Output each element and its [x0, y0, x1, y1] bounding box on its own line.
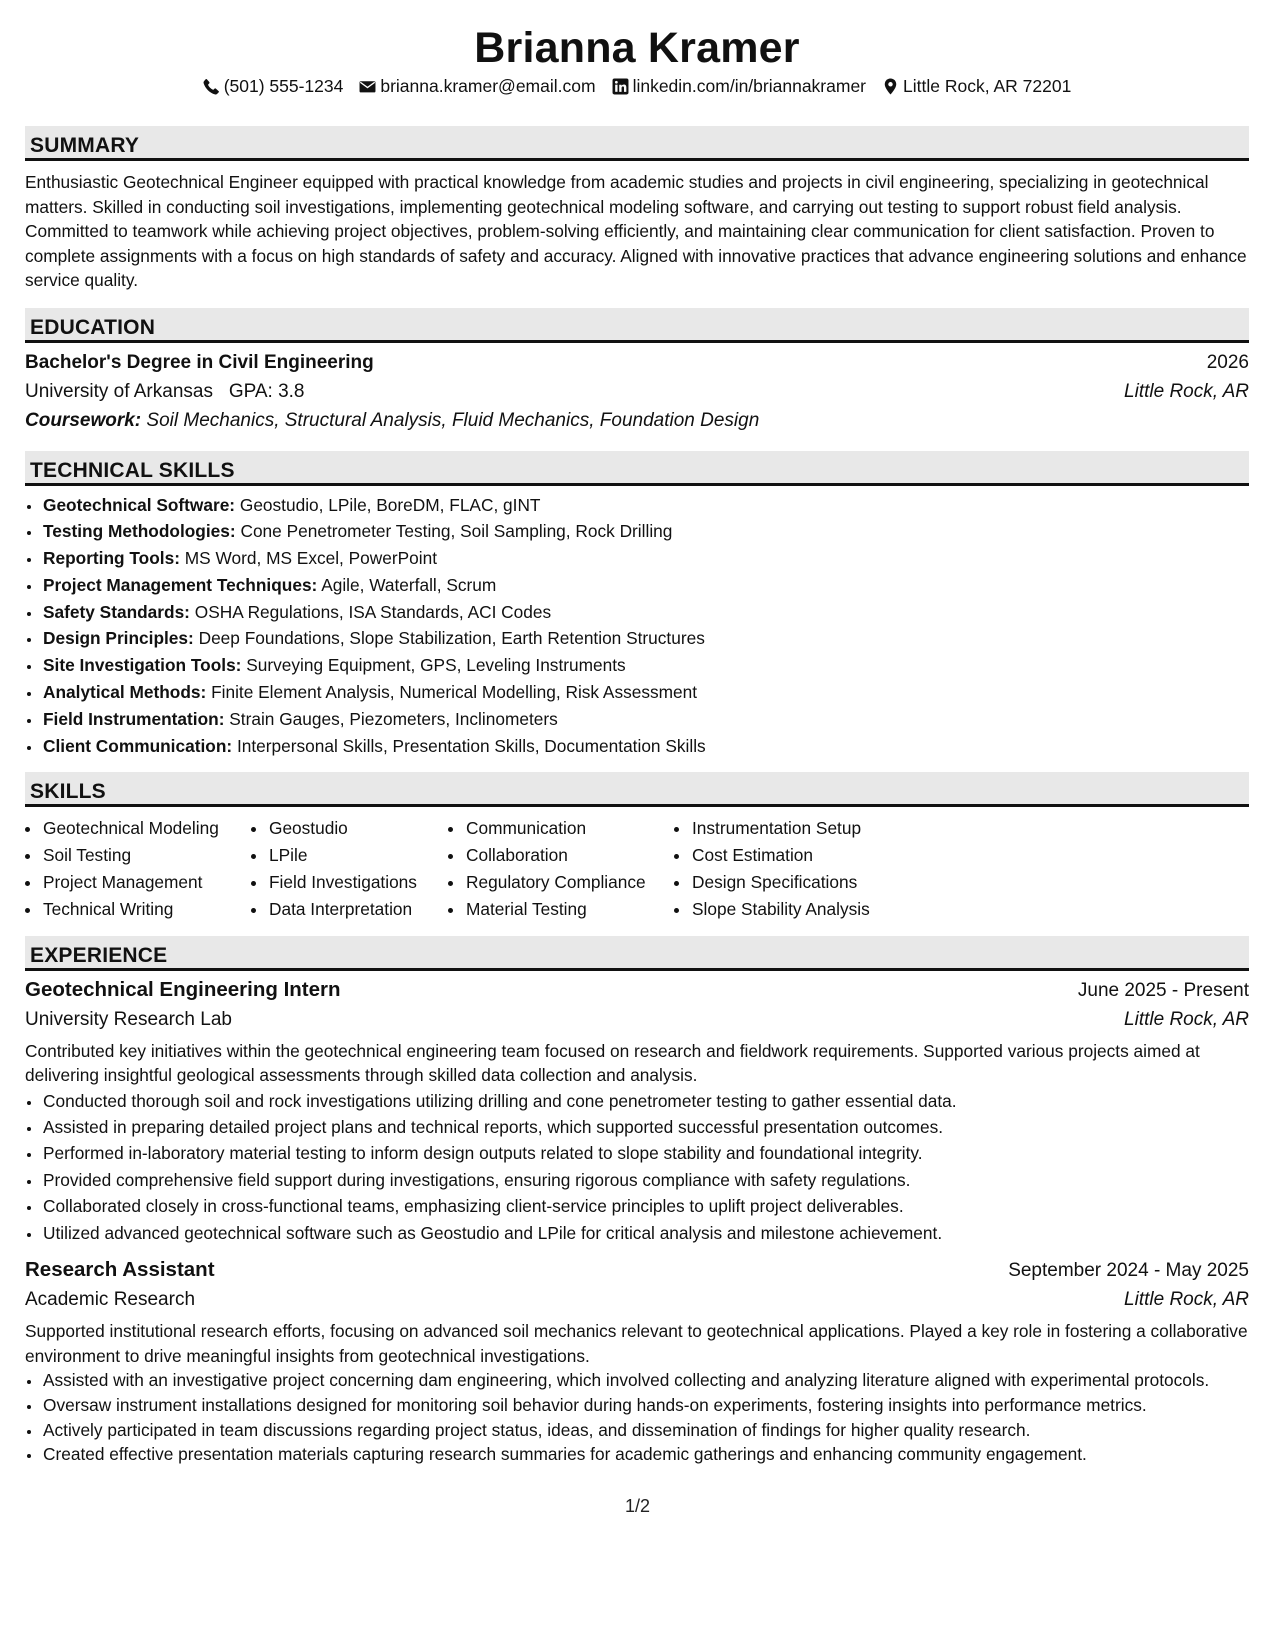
- skill-item: • Data Interpretation: [268, 896, 448, 923]
- contact-location: [882, 75, 1071, 97]
- job-bullet: • Collaborated closely in cross-functional teams, emphasizing client-service principles to uplift project deliverables.: [42, 1193, 1249, 1219]
- coursework-label: Coursework:: [25, 409, 142, 431]
- job-bullet: • Conducted thorough soil and rock investigations utilizing drilling and cone penetrometer testing to gather essential data.: [42, 1088, 1249, 1114]
- job-header: [25, 975, 1249, 1005]
- technical-skill-value: Surveying Equipment, GPS, Leveling Instruments: [246, 655, 626, 676]
- skill-item: • Geostudio: [268, 815, 448, 842]
- skill-item: • Soil Testing: [42, 842, 251, 869]
- skills-column: [251, 815, 448, 922]
- coursework: [25, 406, 1249, 435]
- job-bullet: • Utilized advanced geotechnical software such as Geostudio and LPile for critical analysis and milestone achievement.: [42, 1220, 1249, 1246]
- technical-skill-item: [42, 733, 1249, 760]
- technical-skill-value: Agile, Waterfall, Scrum: [321, 574, 497, 595]
- skill-item: • Communication: [465, 815, 674, 842]
- contact-linkedin: [612, 75, 866, 97]
- technical-skill-value: Deep Foundations, Slope Stabilization, Earth Retention Structures: [198, 628, 705, 649]
- job-bullet: • Oversaw instrument installations designed for monitoring soil behavior during hands-on experiments, fostering insights into performance metrics.: [42, 1393, 1249, 1418]
- skill-item: • Regulatory Compliance: [465, 869, 674, 896]
- linkedin-link[interactable]: linkedin.com/in/briannakramer: [632, 76, 867, 96]
- skill-item: • Geotechnical Modeling: [42, 815, 251, 842]
- job-bullet: • Performed in-laboratory material testing to inform design outputs related to slope stability and foundational integrity.: [42, 1140, 1249, 1166]
- job-bullet: • Assisted in preparing detailed project plans and technical reports, which supported successful presentation outcomes.: [42, 1114, 1249, 1140]
- job-subheader: [25, 1005, 1249, 1034]
- skill-item: • Material Testing: [465, 896, 674, 923]
- technical-skill-value: Cone Penetrometer Testing, Soil Sampling, Rock Drilling: [240, 521, 673, 542]
- technical-skill-label: Site Investigation Tools:: [43, 655, 242, 676]
- skills-heading: SKILLS: [25, 772, 1249, 807]
- skills-column: [674, 815, 904, 922]
- graduation-year: 2026: [1206, 351, 1249, 373]
- technical-skill-item: [42, 492, 1249, 519]
- skill-item: • Instrumentation Setup: [691, 815, 904, 842]
- technical-skill-value: MS Word, MS Excel, PowerPoint: [184, 548, 438, 569]
- summary-text: Enthusiastic Geotechnical Engineer equipped with practical knowledge from academic studies and projects in civil engineering, specializing in geotechnical matters. Skilled in conducting soil investigations, implementing geotechnical modeling software, and carrying out testing to support robust field analysis. Committed to teamwork while achieving project objectives, problem-solving efficiently, and maintaining clear communication for client satisfaction. Proven to complete assignments with a focus on high standards of safety and accuracy. Aligned with innovative practices that advance engineering solutions and enhance service quality.: [25, 172, 1247, 290]
- technical-skills-heading: TECHNICAL SKILLS: [25, 451, 1249, 486]
- contact-phone: [203, 75, 344, 97]
- job-bullets: [25, 1088, 1249, 1246]
- envelope-icon: [359, 78, 376, 95]
- job-bullet: • Created effective presentation materials capturing research summaries for academic gatherings and enhancing community engagement.: [42, 1442, 1249, 1467]
- job-title: Geotechnical Engineering Intern: [25, 977, 341, 1001]
- technical-skill-label: Reporting Tools:: [43, 548, 180, 569]
- coursework-list: Soil Mechanics, Structural Analysis, Fluid Mechanics, Foundation Design: [146, 409, 760, 431]
- job-bullet: • Provided comprehensive field support during investigations, ensuring rigorous compliance with safety regulations.: [42, 1167, 1249, 1193]
- job-description: Contributed key initiatives within the geotechnical engineering team focused on research and fieldwork requirements. Supported various projects aimed at delivering insightful geological assessments through skilled data collection and analysis.: [25, 1040, 1200, 1086]
- skill-item: • Project Management: [42, 869, 251, 896]
- education-row-2: [25, 377, 1249, 406]
- technical-skill-label: Geotechnical Software:: [43, 494, 236, 515]
- experience-heading: EXPERIENCE: [25, 936, 1249, 971]
- technical-skill-item: [42, 652, 1249, 679]
- linkedin-icon: [612, 78, 629, 95]
- skills-grid: [25, 815, 1249, 922]
- job-dates: September 2024 - May 2025: [1008, 1260, 1249, 1282]
- technical-skill-value: Interpersonal Skills, Presentation Skills, Documentation Skills: [236, 735, 706, 756]
- technical-skill-value: OSHA Regulations, ISA Standards, ACI Codes: [194, 601, 552, 622]
- technical-skill-item: [42, 518, 1249, 545]
- job-bullets: [25, 1368, 1249, 1467]
- contact-email: [359, 75, 595, 97]
- job-header: [25, 1255, 1249, 1285]
- technical-skill-label: Client Communication:: [43, 735, 233, 756]
- phone-icon: [203, 78, 220, 95]
- education-row-1: [25, 348, 1249, 377]
- phone-text: (501) 555-1234: [223, 76, 344, 96]
- job-subheader: [25, 1285, 1249, 1314]
- education-heading: EDUCATION: [25, 308, 1249, 343]
- job-title: Research Assistant: [25, 1258, 215, 1282]
- skill-item: • Slope Stability Analysis: [691, 896, 904, 923]
- school-location: Little Rock, AR: [1124, 380, 1249, 402]
- skill-item: • Technical Writing: [42, 896, 251, 923]
- technical-skill-item: [42, 625, 1249, 652]
- school-name: University of Arkansas: [25, 380, 213, 402]
- skill-item: • Field Investigations: [268, 869, 448, 896]
- technical-skill-item: [42, 706, 1249, 733]
- page-number: 1/2: [624, 1496, 651, 1516]
- technical-skill-label: Field Instrumentation:: [43, 708, 225, 729]
- education-entry: [25, 348, 1249, 435]
- map-marker-icon: [882, 78, 899, 95]
- job-organization: Academic Research: [25, 1289, 196, 1311]
- technical-skill-value: Finite Element Analysis, Numerical Modelling, Risk Assessment: [211, 682, 698, 703]
- job-location: Little Rock, AR: [1124, 1008, 1249, 1030]
- summary-heading: SUMMARY: [25, 126, 1249, 161]
- skills-column: [448, 815, 674, 922]
- contact-bar: [25, 75, 1249, 97]
- job-description: Supported institutional research efforts, focusing on advanced soil mechanics relevant to geotechnical applications. Played a key role in fostering a collaborative environment to drive meaningful insights from geotechnical investigations.: [25, 1321, 1248, 1366]
- skill-item: • Design Specifications: [691, 869, 904, 896]
- technical-skill-item: [42, 599, 1249, 626]
- school-info: [25, 377, 305, 406]
- skills-column: [25, 815, 251, 922]
- technical-skill-item: [42, 679, 1249, 706]
- skill-item: • LPile: [268, 842, 448, 869]
- technical-skill-label: Safety Standards:: [43, 601, 190, 622]
- technical-skill-label: Testing Methodologies:: [43, 521, 236, 542]
- job-entry: [25, 1255, 1249, 1467]
- location-text: Little Rock, AR 72201: [903, 76, 1072, 96]
- job-organization: University Research Lab: [25, 1008, 232, 1030]
- job-location: Little Rock, AR: [1124, 1289, 1249, 1311]
- technical-skill-label: Project Management Techniques:: [43, 574, 318, 595]
- job-entry: [25, 975, 1249, 1246]
- job-dates: June 2025 - Present: [1077, 979, 1249, 1001]
- resume-content: [25, 22, 1249, 1467]
- job-bullet: • Assisted with an investigative project concerning dam engineering, which involved collecting and analyzing literature aligned with experimental protocols.: [42, 1368, 1249, 1393]
- candidate-name: Brianna Kramer: [474, 24, 800, 72]
- technical-skill-item: [42, 545, 1249, 572]
- skill-item: • Collaboration: [465, 842, 674, 869]
- email-link[interactable]: brianna.kramer@email.com: [380, 76, 596, 96]
- technical-skill-label: Analytical Methods:: [43, 682, 207, 703]
- technical-skill-item: [42, 572, 1249, 599]
- job-bullet: • Actively participated in team discussions regarding project status, ideas, and dissemination of findings for higher quality research.: [42, 1418, 1249, 1443]
- skill-item: • Cost Estimation: [691, 842, 904, 869]
- technical-skill-label: Design Principles:: [43, 628, 194, 649]
- technical-skill-value: Strain Gauges, Piezometers, Inclinometers: [229, 708, 558, 729]
- degree-title: Bachelor's Degree in Civil Engineering: [25, 351, 374, 373]
- technical-skill-value: Geostudio, LPile, BoreDM, FLAC, gINT: [239, 494, 541, 515]
- gpa: GPA: 3.8: [228, 380, 305, 402]
- technical-skills-list: [25, 492, 1249, 760]
- experience-list: [25, 975, 1249, 1468]
